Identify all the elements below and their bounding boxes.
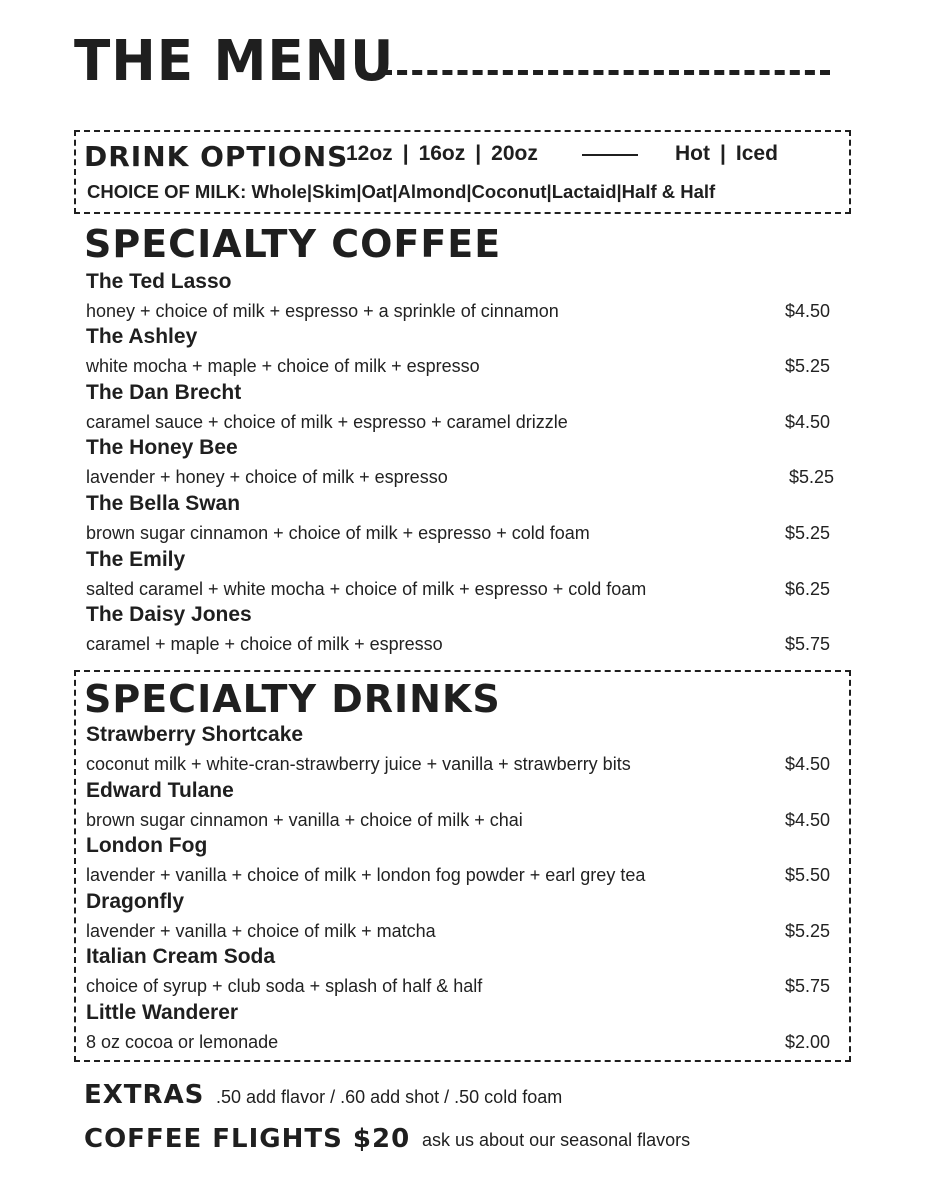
menu-item-price: $5.25 bbox=[788, 467, 834, 487]
size-option: 16oz bbox=[418, 142, 466, 165]
page-title: THE MENU bbox=[74, 29, 395, 94]
milk-label: CHOICE OF MILK: bbox=[87, 181, 247, 202]
menu-item-name: Italian Cream Soda bbox=[86, 945, 276, 968]
menu-item-price: $5.75 bbox=[784, 634, 830, 654]
milk-options bbox=[87, 181, 715, 203]
size-option: 20oz bbox=[491, 142, 538, 165]
menu-item-price: $5.50 bbox=[784, 865, 830, 885]
specialty-coffee-heading: SPECIALTY COFFEE bbox=[84, 222, 502, 266]
extras-text: .50 add flavor / .60 add shot / .50 cold foam bbox=[216, 1087, 563, 1107]
temperature-divider bbox=[582, 154, 638, 156]
temperature-separator: | bbox=[720, 142, 726, 165]
menu-item-name: The Dan Brecht bbox=[86, 381, 242, 404]
title-divider bbox=[382, 70, 830, 75]
menu-item-price: $4.50 bbox=[784, 754, 830, 774]
menu-item-description: lavender + honey + choice of milk + espresso bbox=[86, 467, 448, 487]
menu-item-name: The Ted Lasso bbox=[86, 270, 232, 293]
menu-item-price: $4.50 bbox=[784, 412, 830, 432]
temperature-option: Hot bbox=[675, 142, 710, 165]
temperature-options bbox=[675, 142, 778, 166]
menu-item-name: Strawberry Shortcake bbox=[86, 723, 304, 746]
size-separator: | bbox=[402, 142, 409, 165]
coffee-flights-heading: COFFEE FLIGHTS $20 bbox=[84, 1124, 411, 1154]
menu-item-price: $5.75 bbox=[784, 976, 830, 996]
menu-item-name: The Daisy Jones bbox=[86, 603, 252, 626]
menu-item-price: $2.00 bbox=[784, 1032, 830, 1052]
size-options bbox=[346, 142, 538, 166]
menu-item-name: The Bella Swan bbox=[86, 492, 241, 515]
menu-item-description: honey + choice of milk + espresso + a sprinkle of cinnamon bbox=[86, 301, 559, 321]
extras-heading: EXTRAS bbox=[84, 1080, 205, 1110]
menu-item-description: caramel sauce + choice of milk + espresso + caramel drizzle bbox=[86, 412, 568, 432]
specialty-drinks-heading: SPECIALTY DRINKS bbox=[84, 677, 501, 721]
size-option: 12oz bbox=[346, 142, 393, 165]
temperature-option: Iced bbox=[735, 142, 778, 165]
menu-item-name: Dragonfly bbox=[86, 890, 185, 913]
menu-item-description: caramel + maple + choice of milk + espresso bbox=[86, 634, 443, 654]
menu-item-name: Edward Tulane bbox=[86, 779, 234, 802]
menu-item-description: white mocha + maple + choice of milk + espresso bbox=[86, 356, 480, 376]
menu-item-price: $6.25 bbox=[784, 579, 830, 599]
menu-item-name: Little Wanderer bbox=[86, 1001, 239, 1024]
drink-options-heading: DRINK OPTIONS bbox=[84, 140, 349, 173]
coffee-flights-text: ask us about our seasonal flavors bbox=[422, 1130, 691, 1150]
menu-item-name: The Honey Bee bbox=[86, 436, 238, 459]
menu-item-description: lavender + vanilla + choice of milk + matcha bbox=[86, 921, 436, 941]
menu-item-price: $5.25 bbox=[784, 921, 830, 941]
menu-item-description: lavender + vanilla + choice of milk + london fog powder + earl grey tea bbox=[86, 865, 646, 885]
menu-item-price: $4.50 bbox=[784, 301, 830, 321]
menu-item-price: $4.50 bbox=[784, 810, 830, 830]
menu-item-price: $5.25 bbox=[784, 356, 830, 376]
menu-item-name: The Emily bbox=[86, 548, 186, 571]
menu-item-description: brown sugar cinnamon + choice of milk + espresso + cold foam bbox=[86, 523, 590, 543]
menu-item-description: brown sugar cinnamon + vanilla + choice of milk + chai bbox=[86, 810, 523, 830]
menu-item-description: coconut milk + white-cran-strawberry juice + vanilla + strawberry bits bbox=[86, 754, 631, 774]
menu-item-name: The Ashley bbox=[86, 325, 198, 348]
menu-item-description: choice of syrup + club soda + splash of half & half bbox=[86, 976, 483, 996]
menu-item-description: salted caramel + white mocha + choice of milk + espresso + cold foam bbox=[86, 579, 647, 599]
menu-item-price: $5.25 bbox=[784, 523, 830, 543]
menu-item-description: 8 oz cocoa or lemonade bbox=[86, 1032, 279, 1052]
milk-list: Whole|Skim|Oat|Almond|Coconut|Lactaid|Half & Half bbox=[251, 181, 716, 202]
size-separator: | bbox=[475, 142, 482, 165]
menu-item-name: London Fog bbox=[86, 834, 208, 857]
